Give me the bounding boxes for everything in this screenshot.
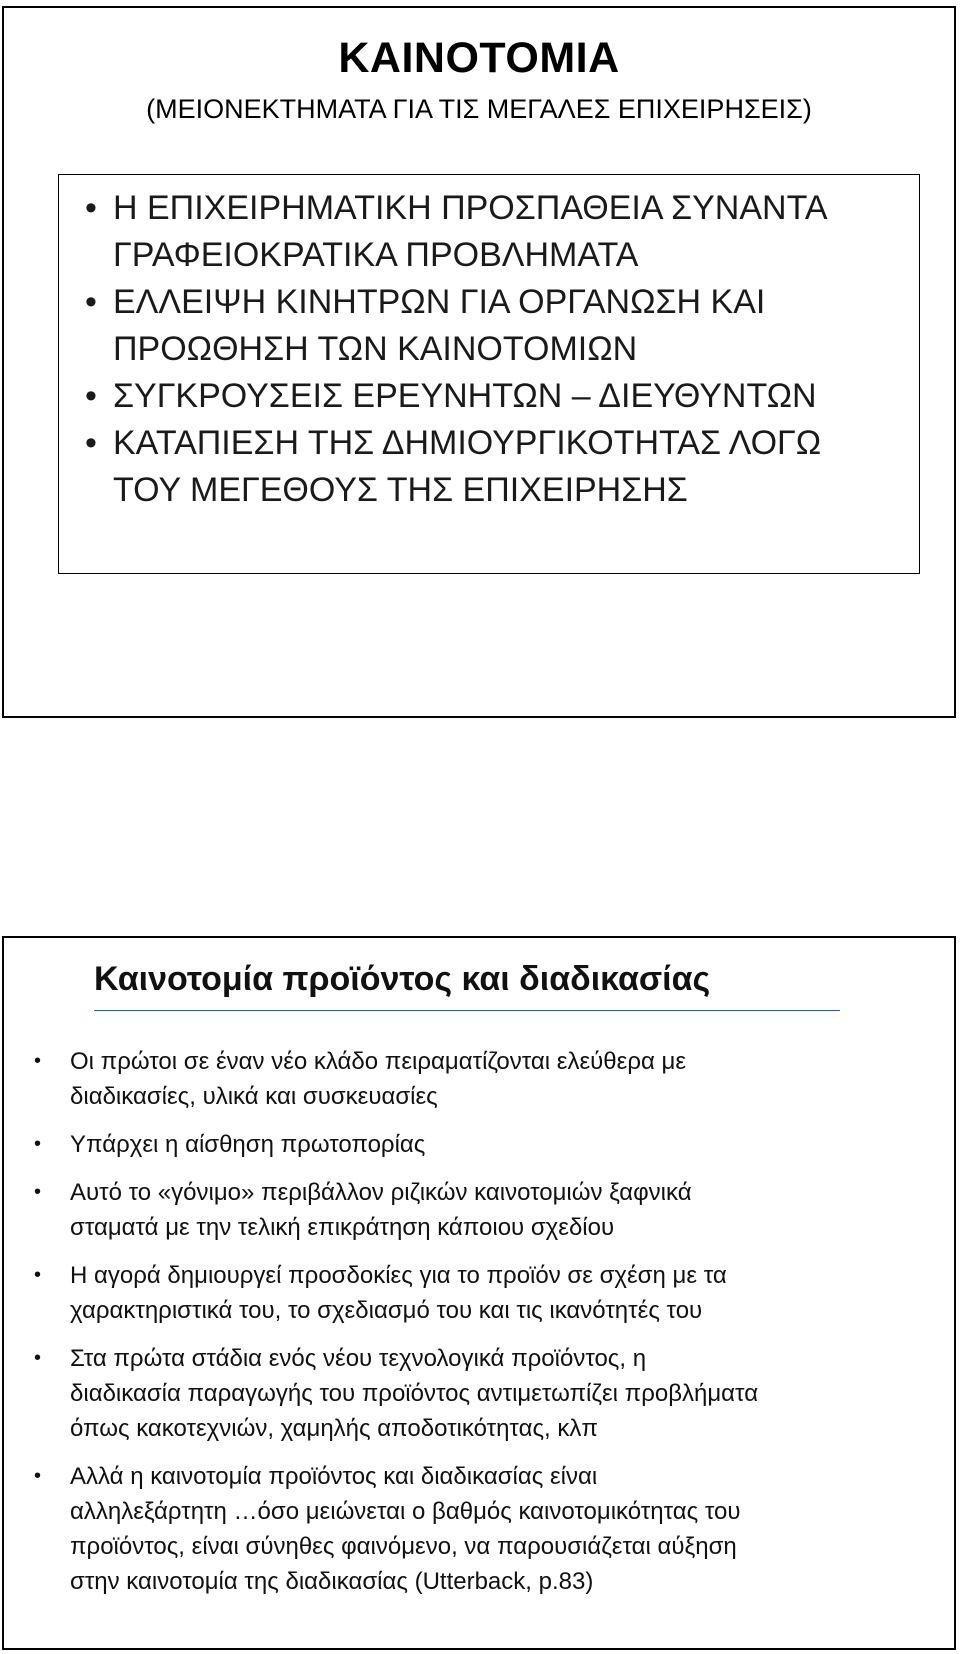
list-item-line: αλληλεξάρτητη …όσο μειώνεται ο βαθμός καινοτομικότητας του [70,1498,741,1525]
bullet-icon: • [34,1050,42,1072]
list-item-line: στην καινοτομία της διαδικασίας (Utterback, p.83) [70,1568,594,1595]
bullet-icon: • [34,1133,42,1155]
title-underline [94,1010,840,1011]
bullet-icon: • [85,424,97,462]
list-item-line: ΚΑΤΑΠΙΕΣΗ ΤΗΣ ΔΗΜΙΟΥΡΓΙΚΟΤΗΤΑΣ ΛΟΓΩ [113,424,822,462]
bullet-icon: • [34,1465,42,1487]
list-item-line: Η ΕΠΙΧΕΙΡΗΜΑΤΙΚΗ ΠΡΟΣΠΑΘΕΙΑ ΣΥΝΑΝΤΑ [113,189,828,227]
list-item-line: ΠΡΟΩΘΗΣΗ ΤΩΝ ΚΑΙΝΟΤΟΜΙΩΝ [113,330,638,368]
list-item-line: Η αγορά δημιουργεί προσδοκίες για το προϊόν σε σχέση με τα [70,1262,727,1289]
slide-2-title: Καινοτομία προϊόντος και διαδικασίας [94,960,711,998]
bullet-icon: • [34,1264,42,1286]
list-item-line: ΤΟΥ ΜΕΓΕΘΟΥΣ ΤΗΣ ΕΠΙΧΕΙΡΗΣΗΣ [113,471,688,509]
list-item-line: Αυτό το «γόνιμο» περιβάλλον ριζικών καινοτομιών ξαφνικά [70,1179,692,1206]
slide-1-title: ΚΑΙΝΟΤΟΜΙΑ [338,34,620,82]
list-item-line: χαρακτηριστικά του, το σχεδιασμό του και τις ικανότητές του [70,1297,703,1324]
bullet-icon: • [85,189,97,227]
list-item [34,1459,934,1599]
list-item-line: Οι πρώτοι σε έναν νέο κλάδο πειραματίζονται ελεύθερα με [70,1048,687,1075]
bullet-icon: • [34,1347,42,1369]
list-item [34,1258,934,1328]
list-item [85,373,905,420]
list-item-line: Υπάρχει η αίσθηση πρωτοπορίας [70,1131,426,1158]
bullet-box [58,174,920,574]
slide-2 [2,936,956,1650]
list-item-line: ΣΥΓΚΡΟΥΣΕΙΣ ΕΡΕΥΝΗΤΩΝ – ΔΙΕΥΘΥΝΤΩΝ [113,377,817,415]
list-item-line: διαδικασίες, υλικά και συσκευασίες [70,1083,438,1110]
list-item-line: Αλλά η καινοτομία προϊόντος και διαδικασίας είναι [70,1463,598,1490]
list-item-line: ΓΡΑΦΕΙΟΚΡΑΤΙΚΑ ΠΡΟΒΛΗΜΑΤΑ [113,236,639,274]
list-item [34,1127,934,1162]
list-item [34,1044,934,1114]
bullet-list [85,185,905,514]
list-item-line: Στα πρώτα στάδια ενός νέου τεχνολογικά προϊόντος, η [70,1345,647,1372]
bullet-icon: • [85,377,97,415]
list-item-line: όπως κακοτεχνιών, χαμηλής αποδοτικότητας, κλπ [70,1415,598,1442]
list-item-line: σταματά με την τελική επικράτηση κάποιου σχεδίου [70,1214,615,1241]
list-item-line: διαδικασία παραγωγής του προϊόντος αντιμετωπίζει προβλήματα [70,1380,759,1407]
bullet-list [34,1044,934,1612]
bullet-icon: • [85,283,97,321]
bullet-icon: • [34,1181,42,1203]
list-item [34,1341,934,1446]
slide-1 [2,6,956,718]
list-item [85,279,905,373]
list-item [85,420,905,514]
slide-1-subtitle: (ΜΕΙΟΝΕΚΤΗΜΑΤΑ ΓΙΑ ΤΙΣ ΜΕΓΑΛΕΣ ΕΠΙΧΕΙΡΗΣΕΙΣ) [146,94,812,124]
list-item-line: προϊόντος, είναι σύνηθες φαινόμενο, να παρουσιάζεται αύξηση [70,1533,737,1560]
list-item [85,185,905,279]
list-item [34,1175,934,1245]
list-item-line: ΕΛΛΕΙΨΗ ΚΙΝΗΤΡΩΝ ΓΙΑ ΟΡΓΑΝΩΣΗ ΚΑΙ [113,283,766,321]
